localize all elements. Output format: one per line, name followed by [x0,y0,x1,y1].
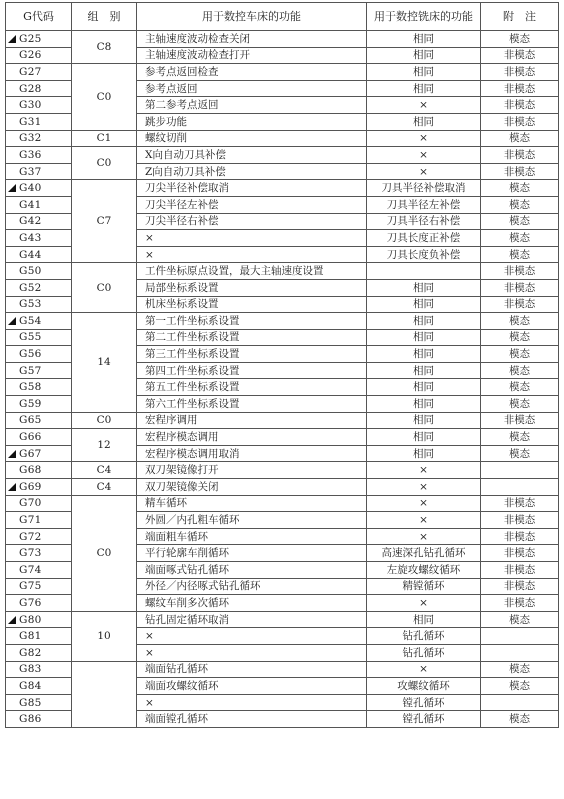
g-code-label: G42 [19,215,42,228]
group-cell: C4 [72,462,137,479]
g-code-label: G85 [19,696,42,709]
lathe-function-cell: 螺纹车削多次循环 [137,595,367,612]
header-lathe-function: 用于数控车床的功能 [137,3,367,31]
g-code-cell [6,329,72,346]
g-code-label: G28 [19,82,42,95]
lathe-function-cell: 刀尖半径左补偿 [137,196,367,213]
default-marker-icon [8,184,16,192]
group-cell: C4 [72,479,137,496]
mill-function-cell: 镗孔循环 [367,711,481,728]
mill-function-cell: 精镗循环 [367,578,481,595]
note-cell: 模态 [481,711,559,728]
g-code-cell [6,313,72,330]
group-cell: 12 [72,429,137,462]
g-code-label: G83 [19,663,42,676]
mill-function-cell: 相同 [367,296,481,313]
group-cell: C0 [72,147,137,180]
g-code-cell [6,644,72,661]
mill-function-cell: 相同 [367,279,481,296]
header-mill-function: 用于数控铣床的功能 [367,3,481,31]
g-code-cell [6,113,72,130]
g-code-cell [6,678,72,695]
lathe-function-cell: 端面钻孔循环 [137,661,367,678]
mill-function-cell: × [367,479,481,496]
g-code-cell [6,230,72,247]
g-code-cell [6,263,72,280]
note-cell: 模态 [481,230,559,247]
note-cell: 非模态 [481,263,559,280]
g-code-cell [6,64,72,81]
note-cell: 非模态 [481,279,559,296]
lathe-function-cell: 端面粗车循环 [137,528,367,545]
g-code-cell [6,279,72,296]
lathe-function-cell: 双刀架镜像打开 [137,462,367,479]
g-code-label: G69 [19,480,42,493]
mill-function-cell: 钻孔循环 [367,644,481,661]
mill-function-cell: 相同 [367,412,481,429]
lathe-function-cell: 局部坐标系设置 [137,279,367,296]
note-cell: 模态 [481,31,559,48]
g-code-cell [6,462,72,479]
g-code-label: G71 [19,514,42,527]
mill-function-cell: 相同 [367,445,481,462]
table-row [6,64,559,81]
mill-function-cell: 刀具半径左补偿 [367,196,481,213]
g-code-cell [6,180,72,197]
g-code-label: G80 [19,613,42,626]
g-code-cell [6,379,72,396]
g-code-label: G59 [19,397,42,410]
note-cell: 模态 [481,196,559,213]
g-code-cell [6,429,72,446]
table-row [6,263,559,280]
note-cell: 模态 [481,180,559,197]
lathe-function-cell: × [137,628,367,645]
lathe-function-cell: 第五工件坐标系设置 [137,379,367,396]
group-cell: C1 [72,130,137,147]
g-code-cell [6,31,72,48]
lathe-function-cell: 第四工件坐标系设置 [137,362,367,379]
lathe-function-cell: 主轴速度波动检查打开 [137,47,367,64]
lathe-function-cell: 第二参考点返回 [137,97,367,114]
note-cell: 非模态 [481,528,559,545]
g-code-cell [6,628,72,645]
note-cell: 非模态 [481,296,559,313]
note-cell: 模态 [481,329,559,346]
g-code-label: G58 [19,381,42,394]
g-code-cell [6,213,72,230]
g-code-cell [6,562,72,579]
g-code-label: G25 [19,32,42,45]
g-code-label: G84 [19,679,42,692]
table-row [6,130,559,147]
note-cell: 非模态 [481,495,559,512]
g-code-label: G86 [19,713,42,726]
note-cell: 非模态 [481,97,559,114]
table-row [6,31,559,48]
g-code-cell [6,661,72,678]
note-cell: 非模态 [481,113,559,130]
g-code-cell [6,346,72,363]
lathe-function-cell: X向自动刀具补偿 [137,147,367,164]
g-code-cell [6,196,72,213]
note-cell: 模态 [481,130,559,147]
g-code-cell [6,362,72,379]
table-row [6,479,559,496]
note-cell: 模态 [481,246,559,263]
table-body [6,31,559,728]
default-marker-icon [8,317,16,325]
g-code-label: G81 [19,630,42,643]
note-cell [481,462,559,479]
header-note: 附 注 [481,3,559,31]
note-cell: 非模态 [481,562,559,579]
note-cell: 非模态 [481,578,559,595]
header-group: 组 别 [72,3,137,31]
lathe-function-cell: × [137,644,367,661]
lathe-function-cell: 刀尖半径右补偿 [137,213,367,230]
g-code-label: G67 [19,447,42,460]
g-code-cell [6,479,72,496]
mill-function-cell: 刀具半径右补偿 [367,213,481,230]
g-code-cell [6,130,72,147]
g-code-cell [6,512,72,529]
note-cell [481,644,559,661]
g-code-label: G50 [19,265,42,278]
g-code-cell [6,412,72,429]
mill-function-cell: 相同 [367,396,481,413]
g-code-cell [6,711,72,728]
mill-function-cell: 相同 [367,611,481,628]
lathe-function-cell: 工件坐标原点设置，最大主轴速度设置 [137,263,367,280]
g-code-label: G31 [19,115,42,128]
lathe-function-cell: 宏程序模态调用取消 [137,445,367,462]
g-code-label: G65 [19,414,42,427]
mill-function-cell: × [367,595,481,612]
lathe-function-cell: 螺纹切削 [137,130,367,147]
header-g-code: G代码 [6,3,72,31]
lathe-function-cell: 主轴速度波动检查关闭 [137,31,367,48]
g-code-label: G54 [19,314,42,327]
note-cell: 非模态 [481,64,559,81]
mill-function-cell: 左旋攻螺纹循环 [367,562,481,579]
note-cell: 非模态 [481,545,559,562]
g-code-cell [6,545,72,562]
g-code-cell [6,47,72,64]
note-cell: 模态 [481,611,559,628]
g-code-label: G70 [19,497,42,510]
g-code-cell [6,595,72,612]
table-row [6,611,559,628]
mill-function-cell: 相同 [367,64,481,81]
g-code-label: G57 [19,364,42,377]
g-code-label: G68 [19,464,42,477]
lathe-function-cell: 精车循环 [137,495,367,512]
lathe-function-cell: 宏程序模态调用 [137,429,367,446]
lathe-function-cell: 外圆／内孔粗车循环 [137,512,367,529]
note-cell: 模态 [481,362,559,379]
g-code-cell [6,147,72,164]
table-row [6,412,559,429]
header-row [6,3,559,31]
g-code-label: G30 [19,99,42,112]
mill-function-cell: × [367,512,481,529]
g-code-label: G36 [19,148,42,161]
note-cell: 非模态 [481,412,559,429]
lathe-function-cell: 端面啄式钻孔循环 [137,562,367,579]
lathe-function-cell: 平行轮廓车削循环 [137,545,367,562]
mill-function-cell: 刀具半径补偿取消 [367,180,481,197]
note-cell: 模态 [481,396,559,413]
lathe-function-cell: × [137,694,367,711]
group-cell: 10 [72,611,137,661]
g-code-cell [6,97,72,114]
lathe-function-cell: 双刀架镜像关闭 [137,479,367,496]
lathe-function-cell: 机床坐标系设置 [137,296,367,313]
g-code-label: G66 [19,431,42,444]
mill-function-cell: 高速深孔钻孔循环 [367,545,481,562]
mill-function-cell: 相同 [367,80,481,97]
mill-function-cell: × [367,97,481,114]
note-cell: 模态 [481,346,559,363]
mill-function-cell: 刀具长度负补偿 [367,246,481,263]
note-cell: 非模态 [481,147,559,164]
table-row [6,495,559,512]
table-row [6,313,559,330]
group-cell: C0 [72,64,137,130]
lathe-function-cell: 第六工件坐标系设置 [137,396,367,413]
note-cell: 非模态 [481,163,559,180]
g-code-cell [6,445,72,462]
mill-function-cell: 相同 [367,379,481,396]
g-code-label: G27 [19,65,42,78]
default-marker-icon [8,450,16,458]
g-code-label: G43 [19,231,42,244]
lathe-function-cell: 第一工件坐标系设置 [137,313,367,330]
lathe-function-cell: 端面镗孔循环 [137,711,367,728]
default-marker-icon [8,483,16,491]
note-cell [481,628,559,645]
mill-function-cell [367,263,481,280]
g-code-label: G52 [19,281,42,294]
group-cell [72,661,137,727]
g-code-label: G37 [19,165,42,178]
mill-function-cell: × [367,147,481,164]
g-code-cell [6,495,72,512]
mill-function-cell: 攻螺纹循环 [367,678,481,695]
mill-function-cell: 相同 [367,346,481,363]
g-code-label: G44 [19,248,42,261]
lathe-function-cell: × [137,246,367,263]
mill-function-cell: × [367,495,481,512]
g-code-label: G75 [19,580,42,593]
mill-function-cell: × [367,130,481,147]
table-row [6,180,559,197]
lathe-function-cell: × [137,230,367,247]
lathe-function-cell: 端面攻螺纹循环 [137,678,367,695]
group-cell: C0 [72,495,137,611]
note-cell: 非模态 [481,47,559,64]
mill-function-cell: 镗孔循环 [367,694,481,711]
g-code-label: G56 [19,348,42,361]
note-cell: 模态 [481,661,559,678]
mill-function-cell: 相同 [367,313,481,330]
group-cell: C8 [72,31,137,64]
lathe-function-cell: 第三工件坐标系设置 [137,346,367,363]
mill-function-cell: 相同 [367,362,481,379]
lathe-function-cell: 跳步功能 [137,113,367,130]
g-code-label: G55 [19,331,42,344]
mill-function-cell: × [367,528,481,545]
g-code-label: G72 [19,530,42,543]
g-code-cell [6,578,72,595]
g-code-cell [6,396,72,413]
lathe-function-cell: 参考点返回 [137,80,367,97]
table-row [6,147,559,164]
note-cell: 非模态 [481,512,559,529]
g-code-label: G40 [19,182,42,195]
mill-function-cell: × [367,661,481,678]
note-cell: 模态 [481,213,559,230]
lathe-function-cell: Z向自动刀具补偿 [137,163,367,180]
table-row [6,429,559,446]
note-cell: 非模态 [481,80,559,97]
mill-function-cell: 刀具长度正补偿 [367,230,481,247]
note-cell: 模态 [481,429,559,446]
mill-function-cell: × [367,462,481,479]
mill-function-cell: 相同 [367,329,481,346]
g-code-cell [6,80,72,97]
table-row [6,462,559,479]
g-code-label: G53 [19,298,42,311]
g-code-label: G76 [19,596,42,609]
g-code-label: G73 [19,547,42,560]
lathe-function-cell: 外径／内径啄式钻孔循环 [137,578,367,595]
g-code-cell [6,163,72,180]
g-code-label: G32 [19,132,42,145]
g-code-cell [6,611,72,628]
default-marker-icon [8,616,16,624]
g-code-cell [6,528,72,545]
note-cell: 模态 [481,379,559,396]
g-code-label: G74 [19,563,42,576]
note-cell: 非模态 [481,595,559,612]
note-cell [481,479,559,496]
mill-function-cell: 钻孔循环 [367,628,481,645]
g-code-table [5,2,559,728]
mill-function-cell: 相同 [367,113,481,130]
g-code-label: G82 [19,646,42,659]
table-row [6,661,559,678]
default-marker-icon [8,35,16,43]
note-cell: 模态 [481,313,559,330]
g-code-label: G41 [19,198,42,211]
mill-function-cell: × [367,163,481,180]
note-cell [481,694,559,711]
lathe-function-cell: 宏程序调用 [137,412,367,429]
group-cell: 14 [72,313,137,413]
group-cell: C0 [72,412,137,429]
mill-function-cell: 相同 [367,429,481,446]
group-cell: C7 [72,180,137,263]
g-code-cell [6,296,72,313]
lathe-function-cell: 参考点返回检查 [137,64,367,81]
lathe-function-cell: 第二工件坐标系设置 [137,329,367,346]
mill-function-cell: 相同 [367,47,481,64]
group-cell: C0 [72,263,137,313]
mill-function-cell: 相同 [367,31,481,48]
note-cell: 模态 [481,445,559,462]
g-code-label: G26 [19,49,42,62]
lathe-function-cell: 钻孔固定循环取消 [137,611,367,628]
g-code-cell [6,694,72,711]
g-code-cell [6,246,72,263]
note-cell: 模态 [481,678,559,695]
lathe-function-cell: 刀尖半径补偿取消 [137,180,367,197]
